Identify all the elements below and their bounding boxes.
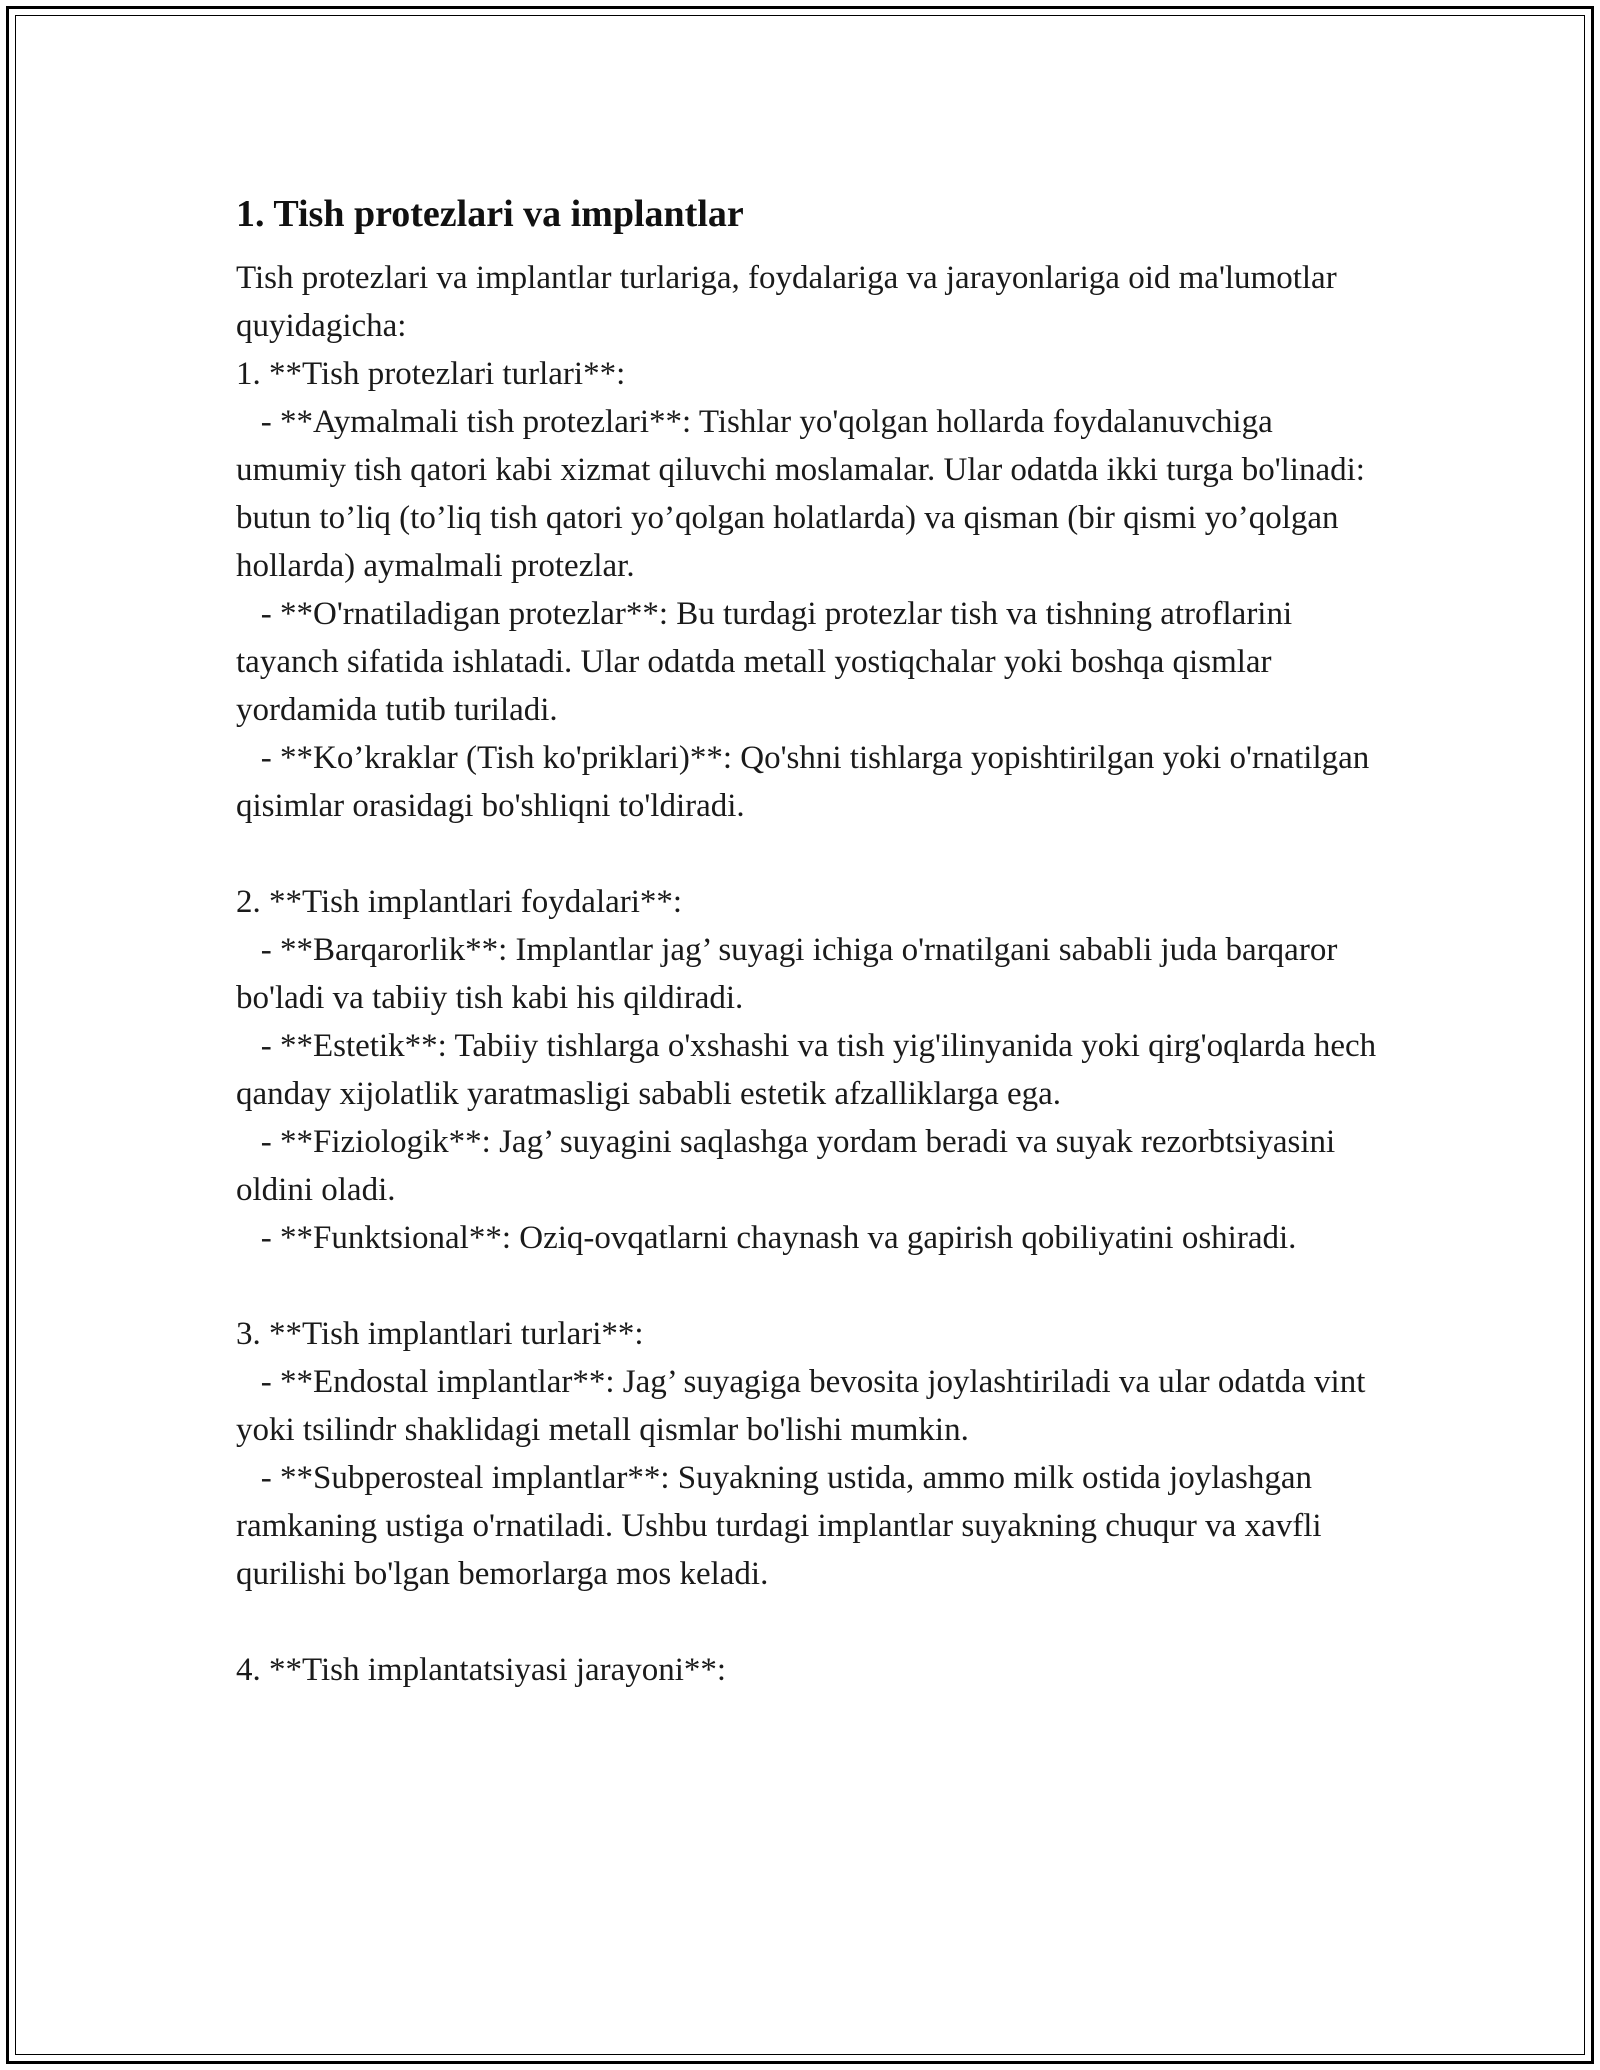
intro-paragraph: Tish protezlari va implantlar turlariga, foydalariga va jarayonlariga oid ma'lumotlar quyidagicha: (236, 260, 1337, 344)
document-title: 1. Tish protezlari va implantlar (236, 193, 744, 235)
body-text: 1. **Tish protezlari turlari**: - **Aymalmali tish protezlari**: Tishlar yo'qolgan hollarda foydalanuvchiga umumiy tish qatori kabi xizmat qiluvchi moslamalar. Ular odatda ikki turga bo'linadi: butun to’liq (to’liq tish qatori yo’qolgan holatlarda) va qisman (bir qismi yo’qolgan hollarda) aymalmali protezlar. - **O'rnatiladigan protezlar**: Bu turdagi protezlar tish va tishning atroflarini tayanch sifatida ishlatadi. Ular odatda metall yostiqchalar yoki boshqa qismlar yordamida tutib turiladi. - **Ko’kraklar (Tish ko'priklari)**: Qo'shni tishlarga yopishtirilgan yoki o'rnatilgan qisimlar orasidagi bo'shliqni to'ldiradi. 2. **Tish implantlari foydalari**: - **Barqarorlik**: Implantlar jag’ suyagi ichiga o'rnatilgani sababli juda barqaror bo'ladi va tabiiy tish kabi his qildiradi. - **Estetik**: Tabiiy tishlarga o'xshashi va tish yig'ilinyanida yoki qirg'oqlarda hech qanday xijolatlik yaratmasligi sababli estetik afzalliklarga ega. - **Fiziologik**: Jag’ suyagini saqlashga yordam beradi va suyak rezorbtsiyasini oldini oladi. - **Funktsional**: Oziq-ovqatlarni chaynash va gapirish qobiliyatini oshiradi. 3. **Tish implantlari turlari**: - **Endostal implantlar**: Jag’ suyagiga bevosita joylashtiriladi va ular odatda vint yoki tsilindr shaklidagi metall qismlar bo'lishi mumkin. - **Subperosteal implantlar**: Suyakning ustida, ammo milk ostida joylashgan ramkaning ustiga o'rnatiladi. Ushbu turdagi implantlar suyakning chuqur va xavfli qurilishi bo'lgan bemorlarga mos keladi. 4. **Tish implantatsiyasi jarayoni**: (236, 356, 1377, 1688)
document-content (236, 182, 1386, 1694)
